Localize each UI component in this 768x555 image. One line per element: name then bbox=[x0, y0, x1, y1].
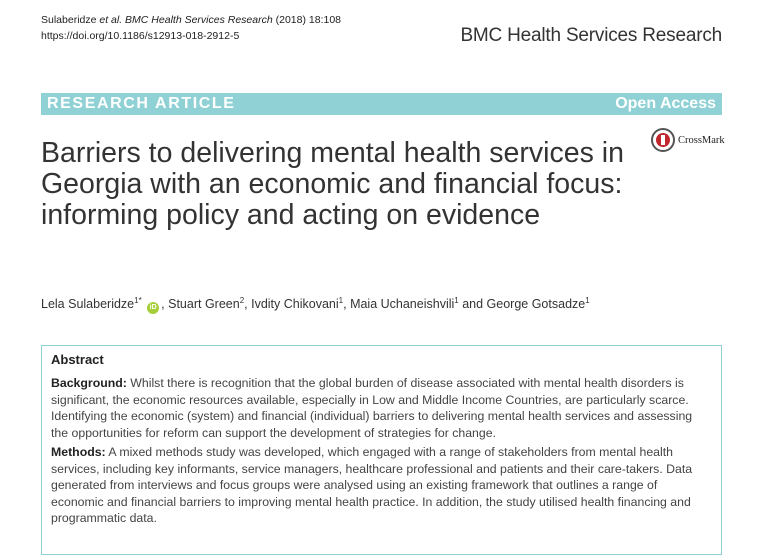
author-list bbox=[41, 297, 590, 314]
citation-author: Sulaberidze bbox=[41, 14, 97, 26]
article-type: RESEARCH ARTICLE bbox=[47, 95, 236, 112]
author-separator: , bbox=[343, 297, 351, 311]
author-affiliation: 1 bbox=[454, 295, 459, 305]
background-text: Whilst there is recognition that the global burden of disease associated with mental health disorders is significant, the economic resources available, especially in Low and Middle Income Countries, are particularly scarce. Identifying the economic (system) and financial (individual) barriers to delivering mental health services and assessing the opportunities for reform can support the development of strategies for change. bbox=[51, 376, 693, 440]
author-affiliation: 2 bbox=[239, 295, 245, 305]
author-name[interactable]: Stuart Green bbox=[168, 297, 240, 311]
citation-journal: et al. BMC Health Services Research bbox=[99, 14, 273, 26]
author-affiliation: 1* bbox=[134, 295, 142, 305]
methods-text: A mixed methods study was developed, which engaged with a range of stakeholders from mental health services, including key informants, service managers, healthcare professional and patients and their care-takers. Data generated from interviews and focus groups were analysed using an existing framework that outlines a range of economic and financial barriers to improving mental health practice. In addition, the study utilised health financing and programmatic data. bbox=[51, 445, 693, 525]
article-banner bbox=[41, 93, 722, 115]
orcid-icon[interactable]: iD bbox=[147, 302, 159, 314]
crossmark-label: CrossMark bbox=[678, 134, 725, 146]
author-name[interactable]: Maia Uchaneishvili bbox=[350, 297, 455, 311]
author-separator: , bbox=[161, 297, 169, 311]
author-name[interactable]: Ivdity Chikovani bbox=[251, 297, 339, 311]
background-label: Background: bbox=[51, 376, 127, 390]
author-separator: , bbox=[244, 297, 252, 311]
author-separator: and bbox=[458, 297, 487, 311]
methods-label: Methods: bbox=[51, 445, 106, 459]
crossmark-icon bbox=[651, 128, 675, 152]
abstract-heading: Abstract bbox=[51, 352, 104, 367]
citation-year-volume: (2018) 18:108 bbox=[275, 14, 342, 26]
citation-line bbox=[41, 12, 341, 28]
abstract-background bbox=[51, 375, 712, 441]
author-affiliation: 1 bbox=[338, 295, 344, 305]
author-name[interactable]: Lela Sulaberidze bbox=[41, 297, 135, 311]
citation bbox=[41, 12, 341, 44]
author-affiliation: 1 bbox=[585, 295, 590, 305]
abstract-methods bbox=[51, 444, 712, 527]
author-name[interactable]: George Gotsadze bbox=[486, 297, 586, 311]
doi-link[interactable]: https://doi.org/10.1186/s12913-018-2912-5 bbox=[41, 30, 240, 42]
publisher-name: BMC Health Services Research bbox=[460, 25, 722, 46]
abstract-box bbox=[41, 345, 722, 555]
article-title: Barriers to delivering mental health services in Georgia with an economic and financial focus: informing policy and acting on evidence bbox=[41, 137, 624, 231]
open-access-label[interactable]: Open Access bbox=[615, 95, 716, 112]
crossmark-button[interactable] bbox=[651, 128, 725, 152]
